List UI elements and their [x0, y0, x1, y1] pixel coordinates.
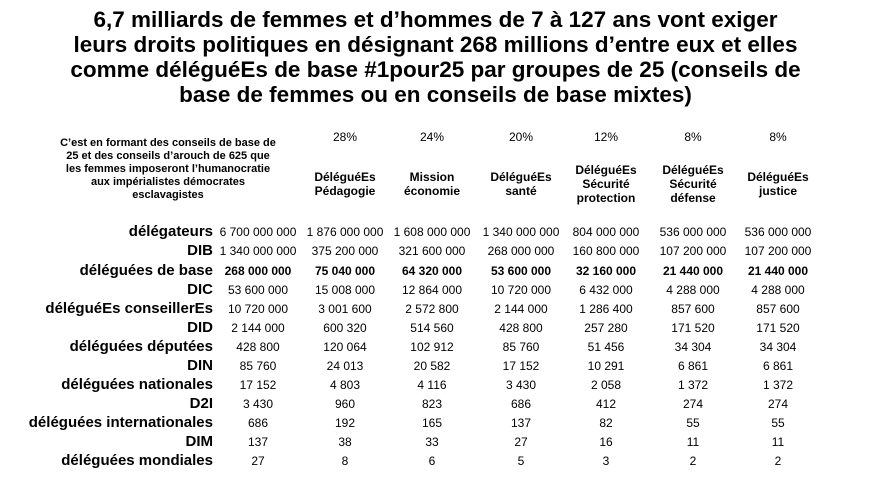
title-line: base de femmes ou en conseils de base mixtes) — [179, 82, 692, 107]
table-cell: 16 — [599, 435, 613, 449]
table-cell: 64 320 000 — [401, 264, 463, 278]
table-cell: 20 582 — [413, 359, 451, 373]
table-row — [0, 375, 871, 394]
row-total: 85 760 — [239, 359, 277, 373]
column-percent: 24% — [419, 130, 445, 144]
table-row — [0, 280, 871, 299]
row-label: DIC — [187, 281, 213, 298]
intro-line: aux impérialistes démocrates — [90, 176, 246, 188]
title-line: leurs droits politiques en désignant 268 millions d’entre eux et elles — [73, 32, 798, 57]
row-label: déléguées nationales — [61, 376, 213, 393]
row-total: 17 152 — [239, 378, 277, 392]
table-cell: 3 001 600 — [318, 302, 372, 316]
table-cell: 10 291 — [587, 359, 625, 373]
table-row — [0, 222, 871, 241]
table-cell: 514 560 — [410, 321, 454, 335]
table-cell: 536 000 000 — [659, 225, 727, 239]
column-label: DéléguéEs santé — [490, 170, 552, 198]
table-cell: 11 — [686, 435, 700, 449]
table-cell: 53 600 000 — [490, 264, 552, 278]
table-cell: 34 304 — [759, 340, 797, 354]
table-row — [0, 261, 871, 280]
table-cell: 55 — [686, 416, 700, 430]
table-cell: 428 800 — [499, 321, 543, 335]
row-label: DIM — [185, 433, 213, 450]
row-total: 268 000 000 — [224, 264, 292, 278]
row-label: déléguées députées — [69, 338, 213, 355]
row-label: délégateurs — [128, 223, 213, 240]
table-cell: 3 430 — [505, 378, 537, 392]
table-cell: 6 — [428, 454, 436, 468]
column-header — [650, 130, 736, 205]
row-total: 53 600 000 — [227, 283, 289, 297]
table-cell: 257 280 — [584, 321, 628, 335]
table-cell: 1 372 — [677, 378, 709, 392]
page-title — [0, 7, 871, 107]
table-cell: 268 000 000 — [487, 244, 555, 258]
table-cell: 6 861 — [762, 359, 794, 373]
table-cell: 8 — [341, 454, 349, 468]
column-header — [302, 130, 388, 198]
table-cell: 11 — [771, 435, 785, 449]
table-cell: 102 912 — [410, 340, 454, 354]
row-total: 428 800 — [236, 340, 280, 354]
column-header — [735, 130, 821, 198]
row-label: DIB — [187, 242, 213, 259]
table-cell: 160 800 000 — [572, 244, 640, 258]
column-percent: 8% — [684, 130, 702, 144]
table-cell: 1 372 — [762, 378, 794, 392]
column-percent: 8% — [769, 130, 787, 144]
row-label: D2I — [189, 395, 213, 412]
table-cell: 4 288 000 — [666, 283, 720, 297]
column-percent: 28% — [332, 130, 358, 144]
row-label: DIN — [187, 357, 213, 374]
column-percent: 12% — [593, 130, 619, 144]
table-cell: 4 803 — [329, 378, 361, 392]
row-label: déléguées mondiales — [61, 452, 213, 469]
table-cell: 38 — [338, 435, 352, 449]
table-cell: 4 288 000 — [751, 283, 805, 297]
row-total: 137 — [247, 435, 269, 449]
table-cell: 960 — [334, 397, 356, 411]
row-label: déléguées internationales — [28, 414, 213, 431]
table-cell: 2 058 — [590, 378, 622, 392]
table-cell: 804 000 000 — [572, 225, 640, 239]
table-row — [0, 413, 871, 432]
title-line: 6,7 milliards de femmes et d’hommes de 7 à 127 ans vont exiger — [93, 7, 778, 32]
table-cell: 75 040 000 — [314, 264, 376, 278]
table-cell: 10 720 000 — [490, 283, 552, 297]
table-cell: 12 864 000 — [401, 283, 463, 297]
table-cell: 33 — [425, 435, 439, 449]
table-cell: 600 320 — [323, 321, 367, 335]
table-cell: 21 440 000 — [747, 264, 809, 278]
intro-line: 25 et des conseils d’arouch de 625 que — [66, 150, 270, 162]
table-row — [0, 241, 871, 260]
table-cell: 120 064 — [323, 340, 367, 354]
table-row — [0, 451, 871, 470]
table-cell: 17 152 — [502, 359, 540, 373]
intro-line: esclavagistes — [132, 189, 204, 201]
table-row — [0, 432, 871, 451]
table-cell: 274 — [767, 397, 789, 411]
column-label: DéléguéEs Sécurité défense — [662, 163, 724, 205]
row-total: 2 144 000 — [231, 321, 285, 335]
table-cell: 137 — [510, 416, 532, 430]
table-cell: 6 861 — [677, 359, 709, 373]
column-label: DéléguéEs Sécurité protection — [575, 163, 637, 205]
row-total: 1 340 000 000 — [219, 244, 297, 258]
table-cell: 4 116 — [417, 378, 447, 392]
table-cell: 1 286 400 — [579, 302, 633, 316]
table-cell: 107 200 000 — [744, 244, 812, 258]
table-cell: 536 000 000 — [744, 225, 812, 239]
column-label: DéléguéEs Pédagogie — [314, 170, 376, 198]
table-row — [0, 356, 871, 375]
table-cell: 6 432 000 — [579, 283, 633, 297]
table-cell: 5 — [517, 454, 525, 468]
table-cell: 2 — [689, 454, 697, 468]
table-row — [0, 337, 871, 356]
table-cell: 171 520 — [671, 321, 715, 335]
column-label: Mission économie — [403, 170, 460, 198]
table-cell: 321 600 000 — [398, 244, 466, 258]
table-cell: 27 — [514, 435, 528, 449]
column-header — [389, 130, 475, 198]
row-total: 27 — [251, 454, 265, 468]
table-cell: 34 304 — [674, 340, 712, 354]
table-cell: 2 — [774, 454, 782, 468]
table-cell: 412 — [595, 397, 617, 411]
table-cell: 107 200 000 — [659, 244, 727, 258]
table-cell: 1 608 000 000 — [393, 225, 471, 239]
table-cell: 274 — [682, 397, 704, 411]
table-cell: 2 572 800 — [405, 302, 459, 316]
intro-line: C’est en formant des conseils de base de — [60, 137, 276, 149]
table-cell: 823 — [421, 397, 443, 411]
table-row — [0, 394, 871, 413]
table-cell: 686 — [510, 397, 532, 411]
row-total: 686 — [247, 416, 269, 430]
row-label: déléguéEs conseillerEs — [45, 300, 213, 317]
table-cell: 82 — [599, 416, 613, 430]
table-cell: 32 160 000 — [575, 264, 637, 278]
table-cell: 857 600 — [756, 302, 800, 316]
table-cell: 21 440 000 — [662, 264, 724, 278]
table-row — [0, 318, 871, 337]
column-header — [478, 130, 564, 198]
row-total: 6 700 000 000 — [219, 225, 297, 239]
table-cell: 171 520 — [756, 321, 800, 335]
table-cell: 1 876 000 000 — [306, 225, 384, 239]
table-cell: 1 340 000 000 — [482, 225, 560, 239]
column-percent: 20% — [508, 130, 534, 144]
intro-line: les femmes imposeront l’humanocratie — [65, 163, 271, 175]
table-cell: 2 144 000 — [494, 302, 548, 316]
intro-text — [22, 137, 314, 202]
table-cell: 165 — [421, 416, 443, 430]
table-row — [0, 299, 871, 318]
column-label: DéléguéEs justice — [747, 170, 809, 198]
row-label: déléguées de base — [79, 262, 213, 279]
row-label: DID — [187, 319, 213, 336]
table-cell: 375 200 000 — [311, 244, 379, 258]
table-cell: 51 456 — [587, 340, 625, 354]
table-cell: 85 760 — [502, 340, 540, 354]
row-total: 10 720 000 — [227, 302, 289, 316]
table-cell: 857 600 — [671, 302, 715, 316]
table-cell: 192 — [334, 416, 356, 430]
table-cell: 15 008 000 — [314, 283, 376, 297]
title-line: comme déléguéEs de base #1pour25 par groupes de 25 (conseils de — [70, 57, 801, 82]
row-total: 3 430 — [242, 397, 274, 411]
table-cell: 24 013 — [326, 359, 364, 373]
table-cell: 55 — [771, 416, 785, 430]
table-cell: 3 — [602, 454, 610, 468]
column-header — [563, 130, 649, 205]
